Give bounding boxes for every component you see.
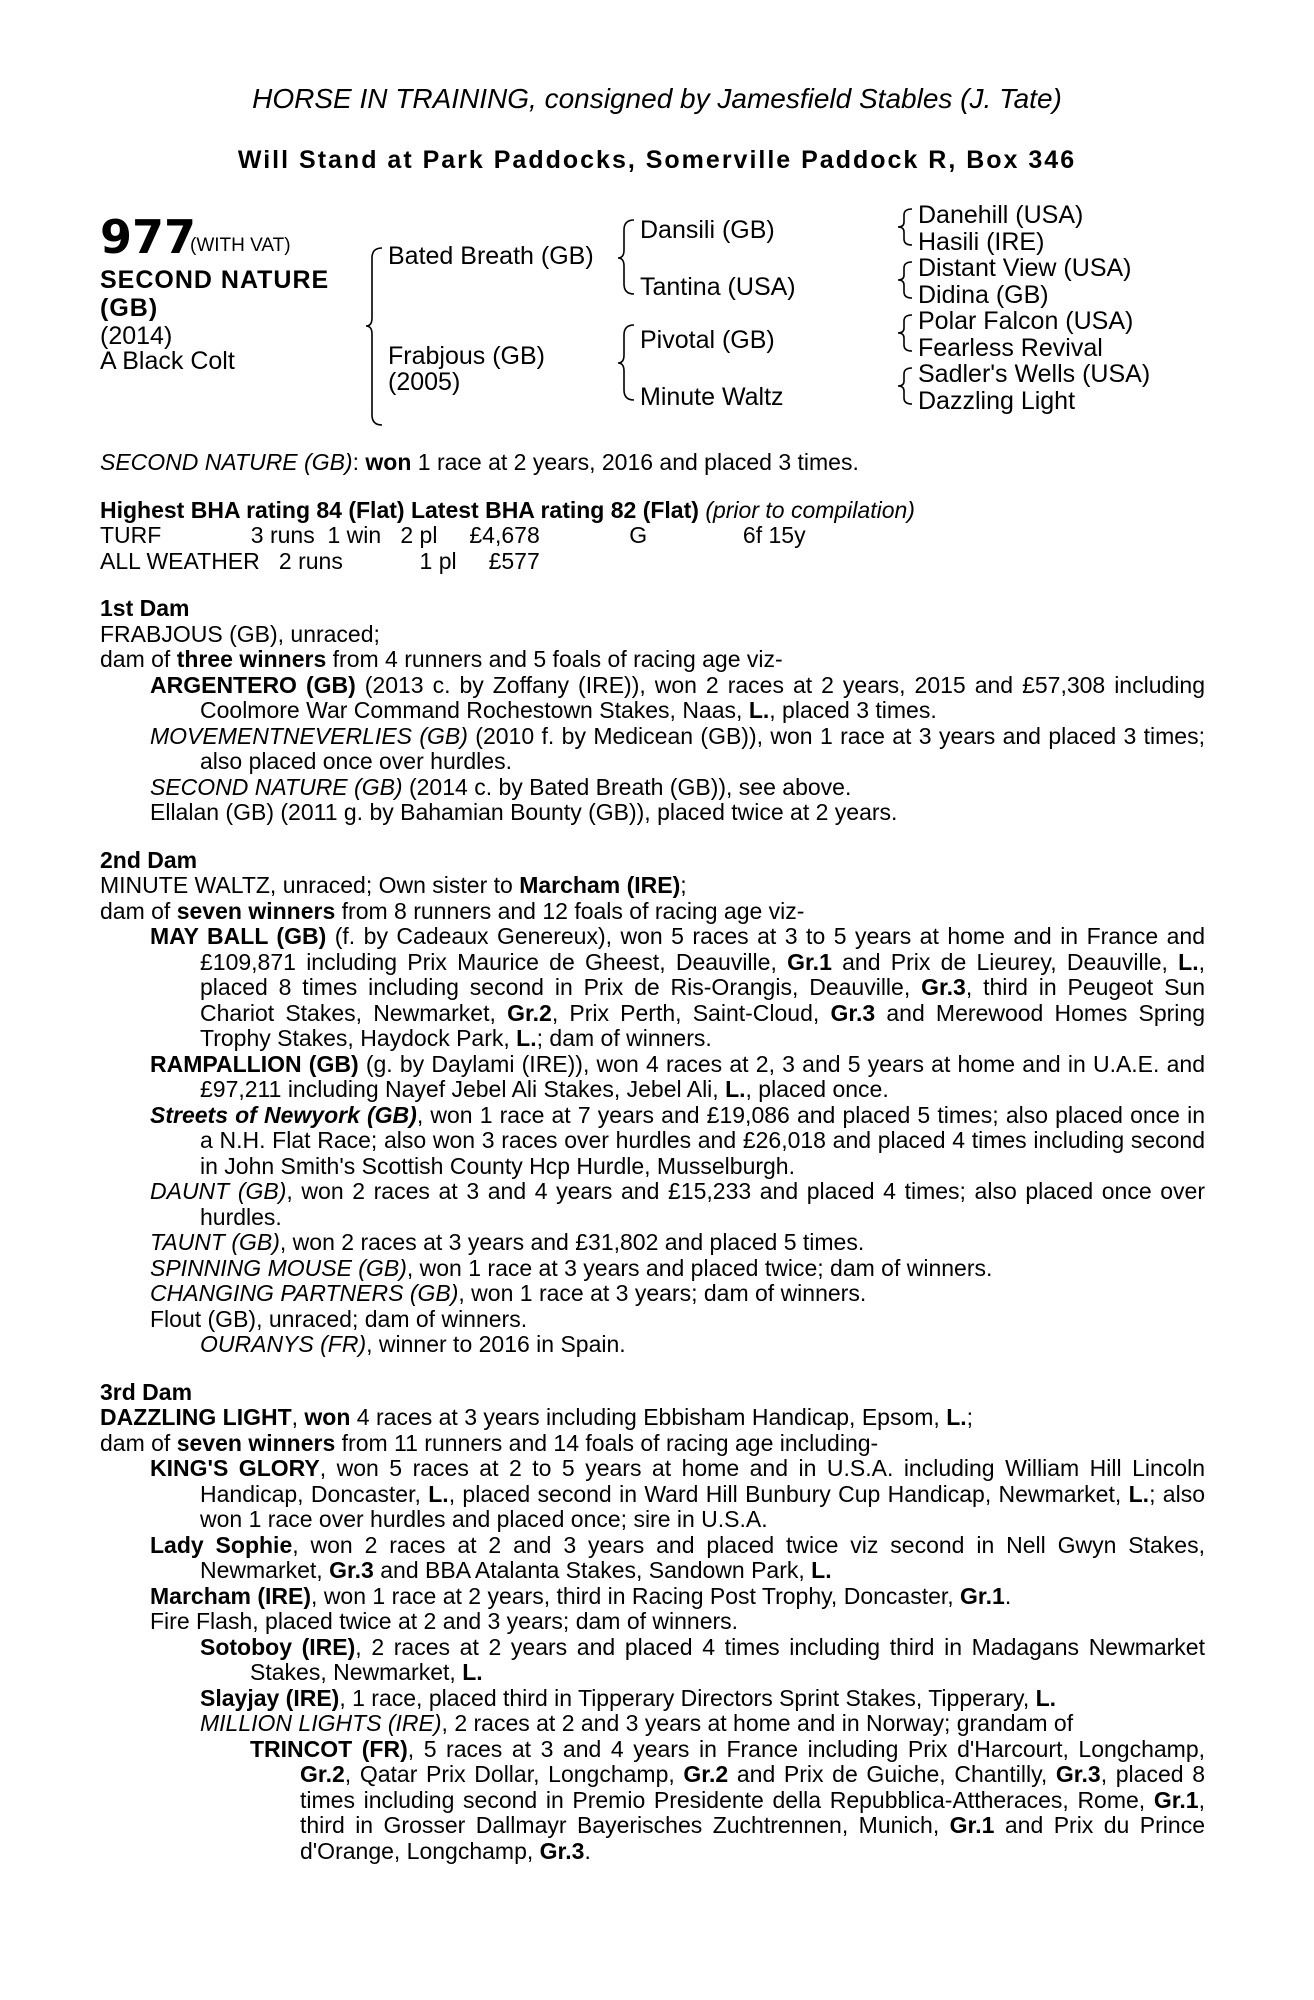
produce-entry: RAMPALLION (GB) (g. by Daylami (IRE)), won 4 races at 2, 3 and 5 years at home and in U.A.E. and £97,211 including Nayef Jebel Ali Stakes, Jebel Ali, L., placed once. bbox=[150, 1050, 1205, 1102]
vat-note: (WITH VAT) bbox=[190, 235, 291, 256]
sire-sire: Dansili (GB) bbox=[640, 216, 775, 244]
race-summary: SECOND NATURE (GB): won 1 race at 2 years, 2016 and placed 3 times. bbox=[100, 449, 859, 475]
produce-entry: Sotoboy (IRE), 2 races at 2 years and placed 4 times including third in Madagans Newmarket Stakes, Newmarket, L. bbox=[200, 1633, 1205, 1685]
horse-name: SECOND NATURE bbox=[100, 266, 330, 294]
produce-entry: Lady Sophie, won 2 races at 2 and 3 years and placed twice viz second in Nell Gwyn Stakes, Newmarket, Gr.3 and BBA Atalanta Stakes, Sandown Park, L. bbox=[150, 1531, 1205, 1583]
horse-description: A Black Colt bbox=[100, 347, 235, 375]
produce-entry: KING'S GLORY, won 5 races at 2 to 5 years at home and in U.S.A. including William Hill Lincoln Handicap, Doncaster, L., placed second in Ward Hill Bunbury Cup Handicap, Newmarket, L.; also won 1 race over hurdles and placed once; sire in U.S.A. bbox=[150, 1455, 1205, 1532]
pedigree-block bbox=[100, 200, 1280, 440]
dam-sire: Pivotal (GB) bbox=[640, 326, 775, 354]
catalogue-body bbox=[100, 450, 1205, 1864]
third-dam-line: DAZZLING LIGHT, won 4 races at 3 years including Ebbisham Handicap, Epsom, L.; bbox=[100, 1404, 974, 1430]
produce-entry: TAUNT (GB), won 2 races at 3 years and £31,802 and placed 5 times. bbox=[150, 1229, 865, 1255]
sire: Bated Breath (GB) bbox=[388, 242, 594, 270]
produce-entry: ARGENTERO (GB) (2013 c. by Zoffany (IRE)), won 2 races at 2 years, 2015 and £57,308 including Coolmore War Command Rochestown Stakes, Naas, L., placed 3 times. bbox=[150, 671, 1205, 723]
produce-entry: CHANGING PARTNERS (GB), won 1 race at 3 years; dam of winners. bbox=[150, 1280, 867, 1306]
second-dam-line: MINUTE WALTZ, unraced; Own sister to Marcham (IRE); bbox=[100, 872, 687, 898]
first-dam-produce: dam of three winners from 4 runners and 5 foals of racing age viz- bbox=[100, 646, 783, 672]
produce-entry: SPINNING MOUSE (GB), won 1 race at 3 years and placed twice; dam of winners. bbox=[150, 1254, 993, 1281]
produce-entry: Marcham (IRE), won 1 race at 2 years, third in Racing Post Trophy, Doncaster, Gr.1. bbox=[150, 1582, 1012, 1609]
second-dam-heading: 2nd Dam bbox=[100, 846, 198, 873]
turf-record: TURF 3 runs 1 win 2 pl £4,678 G 6f 15y bbox=[100, 522, 806, 548]
granddam-4: Didina (GB) bbox=[918, 281, 1049, 309]
ratings-line: Highest BHA rating 84 (Flat) Latest BHA rating 82 (Flat) (prior to compilation) bbox=[100, 496, 915, 523]
produce-entry: MAY BALL (GB) (f. by Cadeaux Genereux), won 5 races at 3 to 5 years at home and in France and £109,871 including Prix Maurice de Gheest, Deauville, Gr.1 and Prix de Lieurey, Deauville, L., placed 8 times including second in Prix de Ris-Orangis, Deauville, Gr.3, third in Peugeot Sun Chariot Stakes, Newmarket, Gr.2, Prix Perth, Saint-Cloud, Gr.3 and Merewood Homes Spring Trophy Stakes, Haydock Park, L.; dam of winners. bbox=[150, 923, 1205, 1051]
produce-entry: OURANYS (FR), winner to 2016 in Spain. bbox=[200, 1331, 626, 1357]
produce-entry: MILLION LIGHTS (IRE), 2 races at 2 and 3 years at home and in Norway; grandam of bbox=[200, 1710, 1074, 1736]
grandsire-1: Danehill (USA) bbox=[918, 201, 1084, 229]
consignment-line: HORSE IN TRAINING, consigned by Jamesfield Stables (J. Tate) bbox=[252, 83, 1062, 114]
produce-entry: Streets of Newyork (GB), won 1 race at 7 years and £19,086 and placed 5 times; also placed once in a N.H. Flat Race; also won 3 races over hurdles and £26,018 and placed 4 times including second in John Smith's Scottish County Hcp Hurdle, Musselburgh. bbox=[150, 1101, 1205, 1179]
all-weather-record: ALL WEATHER 2 runs 1 pl £577 bbox=[100, 547, 540, 574]
horse-name-country: (GB) bbox=[100, 294, 159, 322]
sire-dam: Tantina (USA) bbox=[640, 273, 796, 301]
granddam-6: Fearless Revival bbox=[918, 334, 1103, 362]
produce-entry: Ellalan (GB) (2011 g. by Bahamian Bounty (GB)), placed twice at 2 years. bbox=[150, 799, 898, 825]
first-dam-line: FRABJOUS (GB), unraced; bbox=[100, 620, 380, 647]
foaling-year: (2014) bbox=[100, 322, 173, 350]
third-dam-heading: 3rd Dam bbox=[100, 1378, 193, 1405]
dam-year: (2005) bbox=[388, 368, 461, 396]
produce-entry: Slayjay (IRE), 1 race, placed third in Tipperary Directors Sprint Stakes, Tipperary, L. bbox=[200, 1684, 1057, 1711]
grandsire-5: Polar Falcon (USA) bbox=[918, 307, 1134, 335]
granddam-2: Hasili (IRE) bbox=[918, 228, 1045, 256]
produce-entry: SECOND NATURE (GB) (2014 c. by Bated Breath (GB)), see above. bbox=[150, 773, 852, 800]
first-dam-heading: 1st Dam bbox=[100, 595, 190, 621]
produce-entry: Fire Flash, placed twice at 2 and 3 years; dam of winners. bbox=[150, 1608, 739, 1634]
produce-entry: MOVEMENTNEVERLIES (GB) (2010 f. by Medicean (GB)), won 1 race at 3 years and placed 3 times; also placed once over hurdles. bbox=[150, 722, 1205, 774]
location-line: Will Stand at Park Paddocks, Somerville Paddock R, Box 346 bbox=[237, 146, 1077, 174]
second-dam-produce: dam of seven winners from 8 runners and 12 foals of racing age viz- bbox=[100, 897, 805, 924]
dam: Frabjous (GB) bbox=[388, 342, 545, 370]
third-dam-produce: dam of seven winners from 11 runners and 14 foals of racing age including- bbox=[100, 1429, 879, 1456]
grandsire-3: Distant View (USA) bbox=[918, 254, 1132, 282]
grandsire-7: Sadler's Wells (USA) bbox=[918, 360, 1151, 388]
granddam-8: Dazzling Light bbox=[918, 387, 1076, 415]
produce-entry: Flout (GB), unraced; dam of winners. bbox=[150, 1305, 528, 1332]
produce-entry: TRINCOT (FR), 5 races at 3 and 4 years in France including Prix d'Harcourt, Longchamp, Gr.2, Qatar Prix Dollar, Longchamp, Gr.2 and Prix de Guiche, Chantilly, Gr.3, placed 8 times including second in Premio Presidente della Repubblica-Attheraces, Rome, Gr.1, third in Grosser Dallmayr Bayerisches Zuchtrennen, Munich, Gr.1 and Prix du Prince d'Orange, Longchamp, Gr.3. bbox=[250, 1735, 1205, 1864]
lot-number: 977 bbox=[100, 210, 197, 264]
produce-entry: DAUNT (GB), won 2 races at 3 and 4 years and £15,233 and placed 4 times; also placed once over hurdles. bbox=[150, 1178, 1205, 1230]
dam-dam: Minute Waltz bbox=[640, 383, 784, 411]
